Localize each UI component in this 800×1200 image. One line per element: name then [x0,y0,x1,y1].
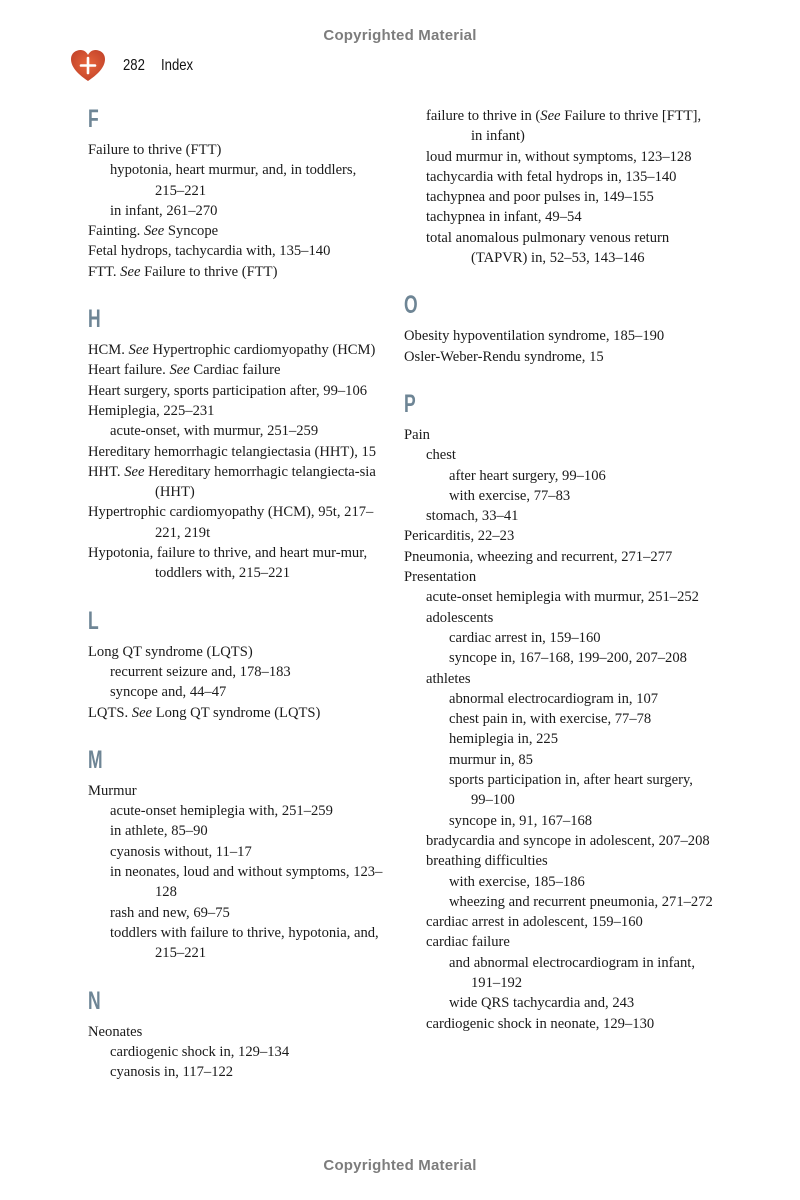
index-entry-level-2 [404,750,714,770]
entry-text: cyanosis in, 117–122 [110,1064,234,1081]
index-column-right [404,106,714,1056]
entry-text: acute-onset hemiplegia with, 251–259 [110,803,333,820]
entry-text: Heart failure. [88,362,170,379]
entry-text: total anomalous pulmonary venous return (TAPVR) in, 52–53, 143–146 [426,229,670,267]
index-entry-level-1 [404,207,714,227]
entry-text: cardiogenic shock in, 129–134 [110,1043,290,1060]
index-section-l [88,606,388,723]
entry-text: Hypertrophic cardiomyopathy (HCM), 95t, 217–221, 219t [88,504,374,541]
index-entry-level-0 [88,543,388,584]
entry-text: acute-onset, with murmur, 251–259 [110,423,319,440]
index-section-continued [404,106,714,268]
see-reference: See [540,108,561,124]
entry-text: in infant, 261–270 [110,202,218,219]
index-entry-level-1 [404,1014,714,1034]
entry-text: Long QT syndrome (LQTS) [88,643,253,660]
entry-text: syncope in, 91, 167–168 [449,812,593,829]
index-entry-level-1 [404,912,714,932]
index-entry-level-1 [404,187,714,207]
section-letter-heading: L [88,606,99,635]
entry-text: in neonates, loud and without symptoms, 123–128 [110,864,383,901]
entry-text: breathing difficulties [426,853,548,870]
entry-text: with exercise, 185–186 [449,873,585,890]
index-entry-level-0 [88,502,388,543]
entry-text: hemiplegia in, 225 [449,731,559,748]
entry-text: syncope in, 167–168, 199–200, 207–208 [449,650,687,667]
entry-text: Fetal hydrops, tachycardia with, 135–140 [88,243,331,260]
index-entry-level-1 [88,903,388,923]
entry-text: Hereditary hemorrhagic telangiectasia (HHT), 15 [88,443,377,460]
index-entry-level-0 [88,401,388,421]
index-entry-level-1 [404,608,714,628]
entry-text: Murmur [88,782,137,799]
index-entry-level-2 [404,811,714,831]
index-entry-level-1 [88,862,388,903]
entry-text: Hypotonia, failure to thrive, and heart mur-mur, toddlers with, 215–221 [88,545,368,582]
entry-text: tachycardia with fetal hydrops in, 135–140 [426,168,677,185]
index-entry-level-0 [88,140,388,160]
see-reference: See [120,263,141,280]
index-entry-level-1 [88,842,388,862]
index-entry-level-1 [88,801,388,821]
index-entry-level-1 [88,160,388,201]
entry-text: Obesity hypoventilation syndrome, 185–190 [404,328,665,345]
entry-text: Heart surgery, sports participation after, 99–106 [88,382,368,399]
index-entry-level-0 [88,703,388,723]
index-entry-level-2 [404,892,714,912]
page-number: 282 [123,57,145,74]
entry-text: failure to thrive in ( [426,108,541,124]
entry-text: tachypnea and poor pulses in, 149–155 [426,189,654,206]
entry-text: abnormal electrocardiogram in, 107 [449,690,659,707]
index-section-m [88,745,388,964]
index-entry-level-1 [88,821,388,841]
index-column-left [88,104,388,1104]
index-entry-level-1 [404,851,714,871]
entry-text: wide QRS tachycardia and, 243 [449,995,635,1012]
entry-target: Cardiac failure [189,362,281,379]
index-entry-level-1 [404,587,714,607]
index-entry-level-0 [88,442,388,462]
index-entry-level-2 [404,486,714,506]
index-entry-level-2 [404,872,714,892]
index-entry-level-1 [404,167,714,187]
entry-text: syncope and, 44–47 [110,684,227,701]
index-entry-level-0 [88,340,388,360]
entry-text: acute-onset hemiplegia with murmur, 251–252 [426,589,699,606]
entry-text: loud murmur in, without symptoms, 123–128 [426,148,692,165]
index-entry-level-0 [88,1022,388,1042]
entry-text: hypotonia, heart murmur, and, in toddlers, 215–221 [110,162,357,199]
entry-target: Failure to thrive (FTT) [140,263,278,280]
entry-text: and abnormal electrocardiogram in infant, 191–192 [449,954,695,991]
index-entry-level-0 [404,326,714,346]
index-section-h [88,304,388,584]
entry-target: Hereditary hemorrhagic telangiecta-sia (HHT) [144,463,376,501]
heart-plus-icon [70,49,106,83]
section-letter-heading: N [88,986,101,1015]
entry-text: HCM. [88,342,129,359]
index-entry-level-2 [404,729,714,749]
index-entry-level-1 [404,506,714,526]
entry-text: cardiac failure [426,934,510,951]
see-reference: See [128,342,149,359]
entry-text: cyanosis without, 11–17 [110,843,252,860]
entry-text: Pain [404,426,430,443]
index-entry-level-1 [404,106,714,147]
section-letter-heading: P [404,389,416,418]
section-letter-heading: H [88,305,101,334]
entry-text: Neonates [88,1023,143,1040]
index-entry-level-1 [88,682,388,702]
index-entry-level-2 [404,993,714,1013]
page-header [70,48,200,84]
entry-text: cardiac arrest in adolescent, 159–160 [426,914,643,931]
index-entry-level-2 [404,953,714,994]
entry-text: after heart surgery, 99–106 [449,467,606,484]
index-entry-level-1 [88,1042,388,1062]
index-entry-level-1 [404,147,714,167]
copyright-watermark-bottom: Copyrighted Material [323,1157,477,1174]
entry-text: wheezing and recurrent pneumonia, 271–272 [449,893,713,910]
index-entry-level-0 [88,462,388,503]
index-entry-level-0 [88,241,388,261]
index-entry-level-0 [88,642,388,662]
entry-text: in athlete, 85–90 [110,823,208,840]
entry-text: Pericarditis, 22–23 [404,528,515,545]
entry-text: Pneumonia, wheezing and recurrent, 271–277 [404,548,673,565]
index-entry-level-0 [404,347,714,367]
index-entry-level-0 [404,547,714,567]
index-section-f [88,104,388,282]
index-entry-level-1 [404,669,714,689]
copyright-watermark-top: Copyrighted Material [323,27,477,44]
index-entry-level-0 [88,262,388,282]
entry-text: rash and new, 69–75 [110,904,230,921]
entry-text: LQTS. [88,704,132,721]
index-entry-level-2 [404,648,714,668]
see-reference: See [169,362,190,379]
index-section-p [404,389,714,1034]
entry-text: murmur in, 85 [449,751,533,768]
index-entry-level-1 [88,923,388,964]
entry-text: toddlers with failure to thrive, hypotonia, and, 215–221 [110,924,379,962]
entry-text: Fainting. [88,223,144,240]
see-reference: See [124,463,145,480]
index-entry-level-1 [88,662,388,682]
entry-text: sports participation in, after heart surgery, 99–100 [449,772,693,809]
index-section-n [88,986,388,1083]
see-reference: See [143,223,165,240]
entry-text: recurrent seizure and, 178–183 [110,663,291,680]
entry-text: cardiac arrest in, 159–160 [449,629,601,646]
entry-text: chest [426,447,456,464]
entry-target: Syncope [164,223,219,240]
index-entry-level-0 [88,381,388,401]
section-letter-heading: M [88,745,103,774]
index-entry-level-1 [404,445,714,465]
index-entry-level-1 [88,1062,388,1082]
see-reference: See [131,704,153,721]
entry-target: Long QT syndrome (LQTS) [152,704,321,721]
index-entry-level-1 [404,932,714,952]
index-entry-level-2 [404,628,714,648]
entry-text: adolescents [426,609,494,626]
index-entry-level-0 [404,425,714,445]
entry-text: Osler-Weber-Rendu syndrome, 15 [404,348,604,365]
index-entry-level-2 [404,689,714,709]
index-entry-level-0 [88,781,388,801]
index-entry-level-1 [88,421,388,441]
index-entry-level-1 [404,228,714,269]
index-entry-level-0 [404,526,714,546]
entry-text: Failure to thrive (FTT) [88,142,222,158]
entry-text: tachypnea in infant, 49–54 [426,209,582,226]
entry-target: Hypertrophic cardiomyopathy (HCM) [148,342,376,359]
running-title: Index [161,57,194,74]
section-letter-heading: F [88,105,99,133]
index-entry-level-0 [404,567,714,587]
index-section-o [404,290,714,367]
index-entry-level-2 [404,466,714,486]
entry-text: Hemiplegia, 225–231 [88,402,215,419]
entry-text: stomach, 33–41 [426,508,519,525]
entry-text: HHT. [88,463,125,480]
entry-text: chest pain in, with exercise, 77–78 [449,711,652,728]
index-entry-level-1 [404,831,714,851]
index-entry-level-0 [88,221,388,241]
index-entry-level-2 [404,709,714,729]
index-entry-level-0 [88,360,388,380]
index-entry-level-2 [404,770,714,811]
section-letter-heading: O [404,291,418,320]
entry-text: athletes [426,670,471,687]
entry-target: Failure to thrive [FTT], in infant) [471,108,702,145]
entry-text: with exercise, 77–83 [449,487,571,504]
entry-text: bradycardia and syncope in adolescent, 207–208 [426,832,710,849]
entry-text: cardiogenic shock in neonate, 129–130 [426,1015,655,1032]
entry-text: Presentation [404,569,477,586]
index-entry-level-1 [88,201,388,221]
entry-text: FTT. [88,263,121,280]
